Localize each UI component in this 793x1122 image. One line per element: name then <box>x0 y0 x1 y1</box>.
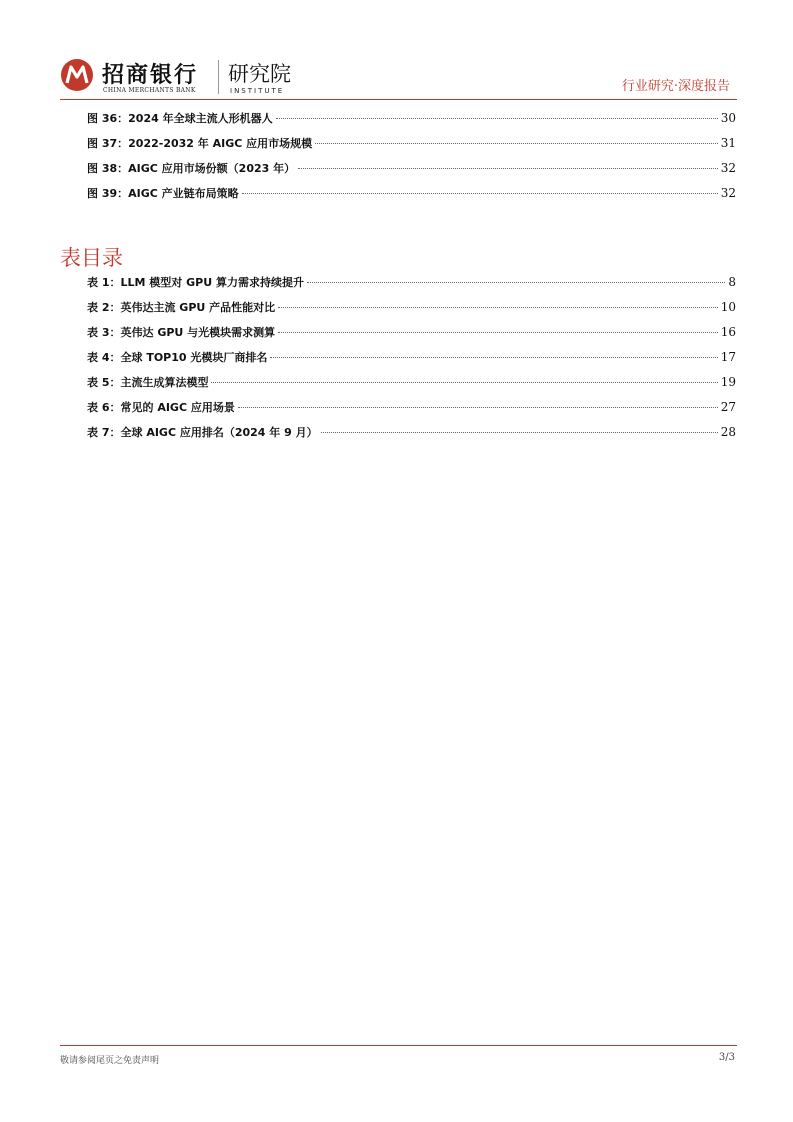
toc-entry-label: 表 1：LLM 模型对 GPU 算力需求持续提升 <box>87 276 304 289</box>
toc-leader-dots <box>321 432 718 433</box>
toc-leader-dots <box>307 282 725 283</box>
toc-entry[interactable] <box>87 299 736 324</box>
table-list <box>87 274 736 449</box>
toc-entry-page: 10 <box>720 300 736 314</box>
toc-entry-label: 表 6：常见的 AIGC 应用场景 <box>87 401 235 414</box>
cmb-logo-icon <box>60 58 94 92</box>
bank-name-cn: 招商银行 <box>102 62 199 88</box>
toc-entry-page: 17 <box>720 350 736 364</box>
toc-leader-dots <box>278 332 718 333</box>
header-divider <box>60 99 737 100</box>
toc-leader-dots <box>315 143 718 144</box>
toc-entry[interactable] <box>87 274 736 299</box>
toc-entry-page: 16 <box>720 325 736 339</box>
footer-divider <box>60 1045 737 1046</box>
footer-disclaimer: 敬请参阅尾页之免责声明 <box>60 1056 160 1066</box>
toc-entry-label: 表 7：全球 AIGC 应用排名（2024 年 9 月） <box>87 426 318 439</box>
toc-entry-label: 图 37：2022-2032 年 AIGC 应用市场规模 <box>87 137 313 150</box>
toc-entry[interactable] <box>87 135 736 160</box>
toc-leader-dots <box>298 168 718 169</box>
toc-entry[interactable] <box>87 374 736 399</box>
toc-entry[interactable] <box>87 424 736 449</box>
toc-entry-label: 表 2：英伟达主流 GPU 产品性能对比 <box>87 301 276 314</box>
toc-leader-dots <box>211 382 717 383</box>
toc-entry-label: 表 5：主流生成算法模型 <box>87 376 209 389</box>
toc-entry[interactable] <box>87 185 736 210</box>
page-number: 3/3 <box>718 1052 735 1063</box>
toc-entry-page: 8 <box>728 275 736 289</box>
institute-name-cn: 研究院 <box>228 62 291 86</box>
toc-entry-label: 图 38：AIGC 应用市场份额（2023 年） <box>87 162 296 175</box>
toc-entry-page: 28 <box>720 425 736 439</box>
toc-entry-page: 30 <box>720 111 736 125</box>
toc-entry-label: 图 36：2024 年全球主流人形机器人 <box>87 112 273 125</box>
toc-entry-label: 表 3：英伟达 GPU 与光模块需求测算 <box>87 326 276 339</box>
toc-leader-dots <box>276 118 718 119</box>
toc-entry-page: 31 <box>720 136 736 150</box>
section-title-tables: 表目录 <box>60 246 123 270</box>
report-type: 行业研究·深度报告 <box>621 79 730 94</box>
logo-separator <box>218 60 219 94</box>
bank-name-en: CHINA MERCHANTS BANK <box>103 87 196 94</box>
page-header <box>60 56 736 102</box>
figure-list <box>87 110 736 210</box>
toc-leader-dots <box>242 193 718 194</box>
toc-entry-page: 19 <box>720 375 736 389</box>
toc-entry-label: 图 39：AIGC 产业链布局策略 <box>87 187 239 200</box>
toc-entry[interactable] <box>87 399 736 424</box>
toc-entry[interactable] <box>87 110 736 135</box>
institute-name-en: INSTITUTE <box>230 87 285 95</box>
toc-entry-page: 27 <box>720 400 736 414</box>
toc-entry-page: 32 <box>720 161 736 175</box>
toc-leader-dots <box>238 407 718 408</box>
toc-leader-dots <box>270 357 717 358</box>
toc-entry-label: 表 4：全球 TOP10 光模块厂商排名 <box>87 351 268 364</box>
toc-leader-dots <box>278 307 718 308</box>
toc-entry[interactable] <box>87 324 736 349</box>
toc-entry-page: 32 <box>720 186 736 200</box>
toc-entry[interactable] <box>87 160 736 185</box>
toc-entry[interactable] <box>87 349 736 374</box>
